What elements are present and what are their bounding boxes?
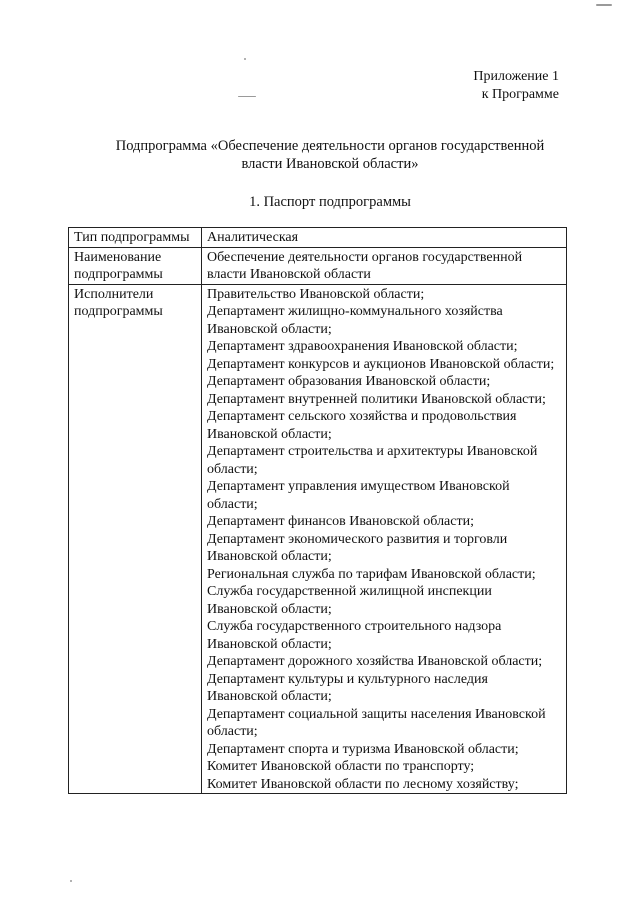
list-item: Правительство Ивановской области; [207, 286, 425, 302]
row-label: Тип подпрограммы [69, 228, 202, 248]
row-value: Аналитическая [202, 228, 567, 248]
title-line-1: Подпрограмма «Обеспечение деятельности органов государственной [115, 138, 545, 154]
title-line-2: власти Ивановской области» [241, 156, 419, 172]
list-item: Комитет Ивановской области по лесному хозяйству; [207, 776, 519, 792]
list-item: Региональная служба по тарифам Ивановской области; [207, 566, 536, 582]
list-item: Департамент спорта и туризма Ивановской области; [207, 741, 519, 757]
list-item: Служба государственного строительного надзора Ивановской области; [207, 619, 502, 652]
list-item: Департамент образования Ивановской области; [207, 374, 491, 389]
row-value: Обеспечение деятельности органов государственной власти Ивановской области [202, 247, 567, 284]
appendix-line-2: к Программе [481, 87, 559, 102]
passport-table [68, 227, 567, 794]
row-label: Наименование подпрограммы [69, 247, 202, 284]
list-item: Департамент дорожного хозяйства Ивановской области; [207, 654, 543, 669]
table-row-type [69, 228, 567, 248]
scan-speck [70, 880, 72, 882]
table-row-name [69, 247, 567, 284]
appendix-label [473, 68, 559, 104]
list-item: Департамент жилищно-коммунального хозяйства Ивановской области; [207, 304, 503, 337]
row-value [202, 284, 567, 794]
scan-speck [238, 96, 256, 97]
list-item: Департамент здравоохранения Ивановской области; [207, 339, 518, 354]
list-item: Департамент внутренней политики Ивановской области; [207, 391, 546, 407]
appendix-line-1: Приложение 1 [473, 69, 559, 84]
table-row-executors [69, 284, 567, 794]
list-item: Департамент конкурсов и аукционов Ивановской области; [207, 356, 555, 372]
subprogram-title [80, 137, 580, 173]
list-item: Департамент строительства и архитектуры Ивановской области; [207, 444, 538, 477]
list-item: Департамент социальной защиты населения Ивановской области; [207, 706, 546, 739]
scan-speck [596, 4, 612, 6]
scan-speck [244, 58, 246, 60]
executors-list [207, 286, 561, 794]
list-item: Департамент сельского хозяйства и продовольствия Ивановской области; [207, 409, 517, 442]
row-label: Исполнители подпрограммы [69, 284, 202, 794]
list-item: Департамент финансов Ивановской области; [207, 514, 474, 529]
list-item: Служба государственной жилищной инспекции Ивановской области; [207, 584, 492, 617]
list-item: Департамент экономического развития и торговли Ивановской области; [207, 531, 508, 564]
list-item: Департамент культуры и культурного наследия Ивановской области; [207, 671, 488, 704]
list-item: Комитет Ивановской области по транспорту; [207, 759, 475, 774]
section-heading: 1. Паспорт подпрограммы [249, 194, 411, 210]
list-item: Департамент управления имуществом Ивановской области; [207, 479, 510, 512]
